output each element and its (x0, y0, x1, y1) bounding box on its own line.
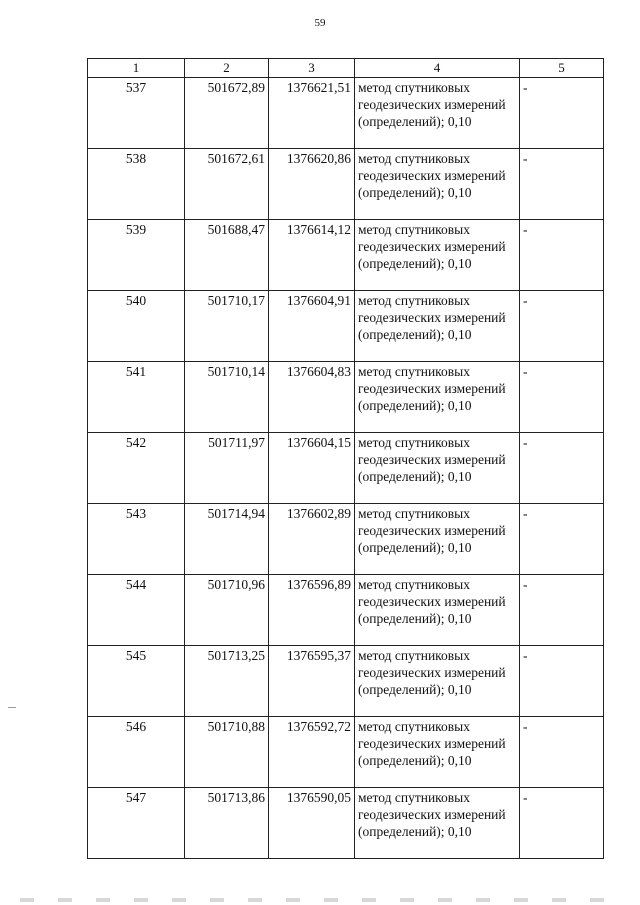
cell-y-coordinate: 1376621,51 (269, 78, 355, 149)
cell-x-coordinate: 501710,88 (185, 717, 269, 788)
cell-y-coordinate: 1376614,12 (269, 220, 355, 291)
cell-method: метод спутниковых геодезических измерений (определений); 0,10 (355, 575, 520, 646)
cell-method: метод спутниковых геодезических измерений (определений); 0,10 (355, 291, 520, 362)
cell-method: метод спутниковых геодезических измерений (определений); 0,10 (355, 646, 520, 717)
cell-x-coordinate: 501688,47 (185, 220, 269, 291)
cell-x-coordinate: 501672,89 (185, 78, 269, 149)
cell-note: - (520, 788, 604, 859)
cell-method: метод спутниковых геодезических измерений (определений); 0,10 (355, 362, 520, 433)
table-row (88, 291, 604, 362)
cell-method: метод спутниковых геодезических измерений (определений); 0,10 (355, 788, 520, 859)
cell-point-number: 544 (88, 575, 185, 646)
cell-x-coordinate: 501713,25 (185, 646, 269, 717)
cell-method: метод спутниковых геодезических измерений (определений); 0,10 (355, 433, 520, 504)
cell-method: метод спутниковых геодезических измерений (определений); 0,10 (355, 504, 520, 575)
cell-point-number: 539 (88, 220, 185, 291)
table-row (88, 78, 604, 149)
cell-method: метод спутниковых геодезических измерений (определений); 0,10 (355, 78, 520, 149)
cell-point-number: 546 (88, 717, 185, 788)
table-row (88, 575, 604, 646)
cell-y-coordinate: 1376604,83 (269, 362, 355, 433)
cell-note: - (520, 717, 604, 788)
header-col-4: 4 (355, 59, 520, 78)
page-number: 59 (314, 17, 326, 29)
table-row (88, 362, 604, 433)
cell-note: - (520, 149, 604, 220)
cell-y-coordinate: 1376592,72 (269, 717, 355, 788)
cell-method: метод спутниковых геодезических измерений (определений); 0,10 (355, 220, 520, 291)
cell-x-coordinate: 501672,61 (185, 149, 269, 220)
header-col-2: 2 (185, 59, 269, 78)
footer-scan-marks (20, 898, 620, 902)
table-row (88, 149, 604, 220)
cell-point-number: 547 (88, 788, 185, 859)
cell-method: метод спутниковых геодезических измерений (определений); 0,10 (355, 717, 520, 788)
header-col-1: 1 (88, 59, 185, 78)
cell-x-coordinate: 501713,86 (185, 788, 269, 859)
cell-note: - (520, 78, 604, 149)
cell-x-coordinate: 501710,96 (185, 575, 269, 646)
table-row (88, 646, 604, 717)
cell-point-number: 542 (88, 433, 185, 504)
table-row (88, 788, 604, 859)
cell-y-coordinate: 1376596,89 (269, 575, 355, 646)
cell-x-coordinate: 501710,17 (185, 291, 269, 362)
header-col-3: 3 (269, 59, 355, 78)
cell-x-coordinate: 501710,14 (185, 362, 269, 433)
cell-note: - (520, 362, 604, 433)
cell-point-number: 545 (88, 646, 185, 717)
cell-point-number: 543 (88, 504, 185, 575)
cell-note: - (520, 220, 604, 291)
cell-note: - (520, 646, 604, 717)
cell-y-coordinate: 1376595,37 (269, 646, 355, 717)
cell-x-coordinate: 501714,94 (185, 504, 269, 575)
cell-note: - (520, 504, 604, 575)
cell-point-number: 538 (88, 149, 185, 220)
header-col-5: 5 (520, 59, 604, 78)
coordinates-table (87, 58, 604, 859)
cell-y-coordinate: 1376604,15 (269, 433, 355, 504)
cell-note: - (520, 575, 604, 646)
margin-mark (8, 707, 16, 708)
cell-y-coordinate: 1376590,05 (269, 788, 355, 859)
cell-method: метод спутниковых геодезических измерений (определений); 0,10 (355, 149, 520, 220)
cell-y-coordinate: 1376620,86 (269, 149, 355, 220)
header-row (88, 59, 604, 78)
cell-note: - (520, 291, 604, 362)
table-row (88, 433, 604, 504)
cell-note: - (520, 433, 604, 504)
table-body (88, 78, 604, 859)
cell-y-coordinate: 1376602,89 (269, 504, 355, 575)
table-row (88, 220, 604, 291)
cell-x-coordinate: 501711,97 (185, 433, 269, 504)
cell-y-coordinate: 1376604,91 (269, 291, 355, 362)
table-header (88, 59, 604, 78)
table-row (88, 504, 604, 575)
cell-point-number: 541 (88, 362, 185, 433)
cell-point-number: 540 (88, 291, 185, 362)
cell-point-number: 537 (88, 78, 185, 149)
table-row (88, 717, 604, 788)
